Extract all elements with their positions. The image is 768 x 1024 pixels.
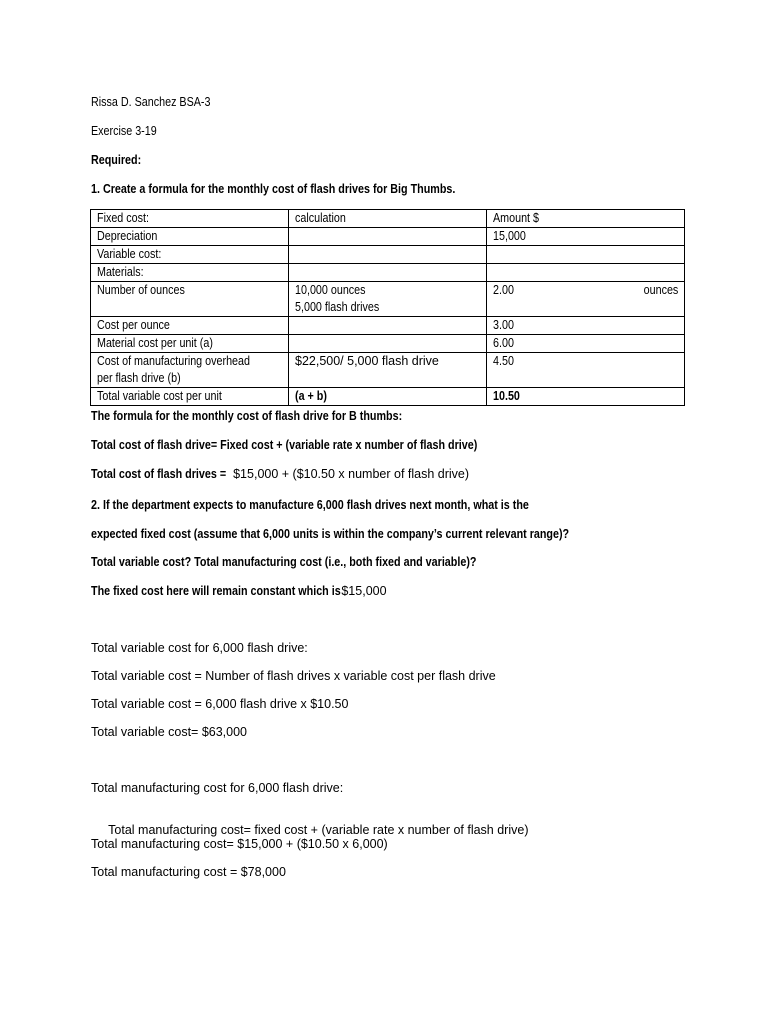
row-label: Material cost per unit (a) [91,335,289,353]
row-calculation [289,335,487,353]
author-line: Rissa D. Sanchez BSA-3 [91,95,211,109]
row-calculation [289,317,487,335]
row-calculation [289,228,487,246]
table-row [91,388,685,406]
row-amount: 15,000 [487,228,685,246]
table-row [91,246,685,264]
table-row [91,264,685,282]
table-header-cell: Fixed cost: [91,210,289,228]
variable-cost-heading: Total variable cost for 6,000 flash drive: [91,641,308,655]
row-amount: 3.00 [487,317,685,335]
row-amount: 2.00 ounces [487,282,685,317]
fixed-cost-answer: The fixed cost here will remain constant which is$15,000 [91,584,387,598]
question-2-line-2: expected fixed cost (assume that 6,000 units is within the company’s current relevant range)? [91,527,570,541]
table-row [91,228,685,246]
required-label: Required: [91,153,142,167]
table-row [91,335,685,353]
cost-table [90,209,685,406]
variable-cost-line-3: Total variable cost= $63,000 [91,725,248,739]
row-label: Variable cost: [91,246,289,264]
table-row [91,317,685,335]
manufacturing-cost-heading: Total manufacturing cost for 6,000 flash drive: [91,781,344,795]
question-2-line-3: Total variable cost? Total manufacturing cost (i.e., both fixed and variable)? [91,555,477,569]
row-amount [487,246,685,264]
question-2-line-1: 2. If the department expects to manufacture 6,000 flash drives next month, what is the [91,498,529,512]
row-amount: 6.00 [487,335,685,353]
row-label: Total variable cost per unit [91,388,289,406]
question-1: 1. Create a formula for the monthly cost of flash drives for Big Thumbs. [91,182,456,196]
table-header-cell: calculation [289,210,487,228]
row-amount [487,264,685,282]
variable-cost-line-1: Total variable cost = Number of flash drives x variable cost per flash drive [91,669,496,683]
row-amount: 10.50 [487,388,685,406]
exercise-title: Exercise 3-19 [91,124,157,138]
row-calculation: 10,000 ounces 5,000 flash drives [289,282,487,317]
formula-line-1: Total cost of flash drive= Fixed cost + (variable rate x number of flash drive) [91,438,478,452]
row-label: Depreciation [91,228,289,246]
table-row [91,353,685,388]
manufacturing-cost-line-1: Total manufacturing cost= fixed cost + (variable rate x number of flash drive) [104,823,529,837]
row-label: Number of ounces [91,282,289,317]
row-label: Cost of manufacturing overhead per flash drive (b) [91,353,289,388]
table-header-row [91,210,685,228]
table-header-cell: Amount $ [487,210,685,228]
manufacturing-cost-line-3: Total manufacturing cost = $78,000 [91,865,286,879]
row-amount: 4.50 [487,353,685,388]
row-label: Cost per ounce [91,317,289,335]
formula-line-2: Total cost of flash drives =$15,000 + ($10.50 x number of flash drive) [91,467,470,481]
row-calculation: $22,500/ 5,000 flash drive [289,353,487,388]
row-calculation [289,264,487,282]
formula-heading: The formula for the monthly cost of flash drive for B thumbs: [91,409,403,423]
manufacturing-cost-line-2: Total manufacturing cost= $15,000 + ($10.50 x 6,000) [91,837,388,851]
row-calculation: (a + b) [289,388,487,406]
variable-cost-line-2: Total variable cost = 6,000 flash drive x $10.50 [91,697,349,711]
row-calculation [289,246,487,264]
row-label: Materials: [91,264,289,282]
table-row [91,282,685,317]
